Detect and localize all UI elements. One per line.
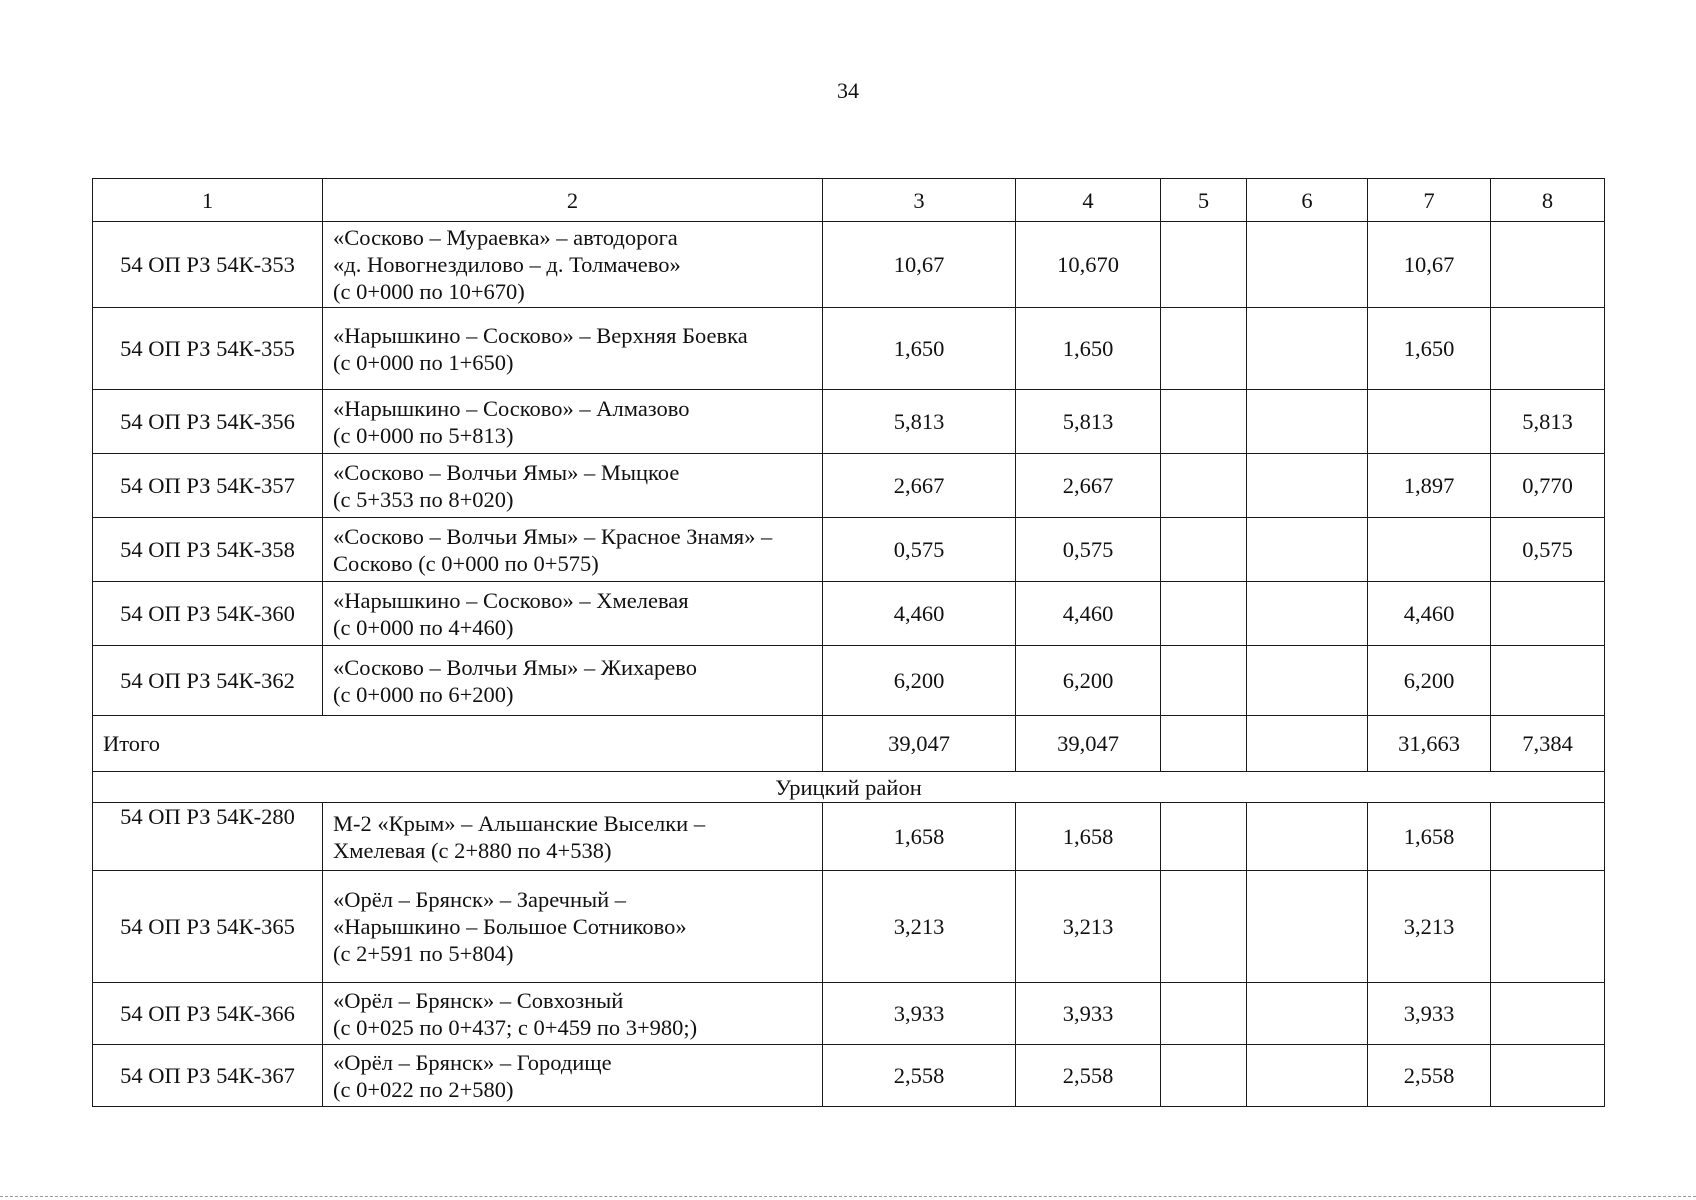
col5-cell xyxy=(1161,646,1247,716)
total-col3-cell: 39,047 xyxy=(823,716,1016,772)
column-header: 2 xyxy=(323,179,823,222)
col4-cell: 10,670 xyxy=(1016,222,1161,308)
col8-cell xyxy=(1491,983,1605,1045)
total-row xyxy=(93,716,1605,772)
road-name-cell: «Орёл – Брянск» – Совхозный (с 0+025 по 0+437; с 0+459 по 3+980;) xyxy=(323,983,823,1045)
col8-cell: 5,813 xyxy=(1491,390,1605,454)
column-header: 5 xyxy=(1161,179,1247,222)
col3-cell: 1,658 xyxy=(823,803,1016,871)
total-col8-cell: 7,384 xyxy=(1491,716,1605,772)
col3-cell: 3,933 xyxy=(823,983,1016,1045)
col4-cell: 2,558 xyxy=(1016,1045,1161,1107)
table-row xyxy=(93,454,1605,518)
road-name-cell: «Нарышкино – Сосково» – Хмелевая (с 0+000 по 4+460) xyxy=(323,582,823,646)
total-col7-cell: 31,663 xyxy=(1368,716,1491,772)
col3-cell: 2,667 xyxy=(823,454,1016,518)
road-name-cell: «Орёл – Брянск» – Заречный – «Нарышкино – Большое Сотниково» (с 2+591 по 5+804) xyxy=(323,871,823,983)
road-code-cell: 54 ОП РЗ 54К-365 xyxy=(93,871,323,983)
col3-cell: 2,558 xyxy=(823,1045,1016,1107)
col3-cell: 10,67 xyxy=(823,222,1016,308)
col8-cell xyxy=(1491,803,1605,871)
col7-cell: 3,933 xyxy=(1368,983,1491,1045)
table-row xyxy=(93,222,1605,308)
road-name-cell: «Орёл – Брянск» – Городище (с 0+022 по 2+580) xyxy=(323,1045,823,1107)
road-code-cell: 54 ОП РЗ 54К-280 xyxy=(93,803,323,871)
header-row xyxy=(93,179,1605,222)
col6-cell xyxy=(1247,222,1368,308)
col7-cell xyxy=(1368,390,1491,454)
col7-cell: 10,67 xyxy=(1368,222,1491,308)
col8-cell xyxy=(1491,871,1605,983)
road-code-cell: 54 ОП РЗ 54К-360 xyxy=(93,582,323,646)
col4-cell: 6,200 xyxy=(1016,646,1161,716)
col5-cell xyxy=(1161,518,1247,582)
col3-cell: 5,813 xyxy=(823,390,1016,454)
col6-cell xyxy=(1247,871,1368,983)
road-code-cell: 54 ОП РЗ 54К-362 xyxy=(93,646,323,716)
col3-cell: 4,460 xyxy=(823,582,1016,646)
col5-cell xyxy=(1161,582,1247,646)
col8-cell xyxy=(1491,308,1605,390)
roads-table xyxy=(92,178,1605,1107)
column-header: 4 xyxy=(1016,179,1161,222)
col8-cell xyxy=(1491,582,1605,646)
col4-cell: 0,575 xyxy=(1016,518,1161,582)
table-row xyxy=(93,1045,1605,1107)
section-title: Урицкий район xyxy=(93,772,1605,803)
col6-cell xyxy=(1247,518,1368,582)
col3-cell: 6,200 xyxy=(823,646,1016,716)
road-name-cell: «Сосково – Мураевка» – автодорога «д. Новогнездилово – д. Толмачево» (с 0+000 по 10+670) xyxy=(323,222,823,308)
col4-cell: 1,658 xyxy=(1016,803,1161,871)
table-row xyxy=(93,308,1605,390)
total-col4-cell: 39,047 xyxy=(1016,716,1161,772)
total-label: Итого xyxy=(93,716,823,772)
col6-cell xyxy=(1247,582,1368,646)
col7-cell: 6,200 xyxy=(1368,646,1491,716)
col5-cell xyxy=(1161,1045,1247,1107)
col6-cell xyxy=(1247,308,1368,390)
scan-footer-line xyxy=(0,1196,1696,1197)
col4-cell: 3,933 xyxy=(1016,983,1161,1045)
table-row xyxy=(93,582,1605,646)
column-header: 6 xyxy=(1247,179,1368,222)
table-row xyxy=(93,803,1605,871)
col4-cell: 1,650 xyxy=(1016,308,1161,390)
col5-cell xyxy=(1161,454,1247,518)
table-row xyxy=(93,871,1605,983)
column-header: 8 xyxy=(1491,179,1605,222)
col6-cell xyxy=(1247,1045,1368,1107)
table-row xyxy=(93,390,1605,454)
col7-cell: 4,460 xyxy=(1368,582,1491,646)
col6-cell xyxy=(1247,454,1368,518)
col7-cell: 2,558 xyxy=(1368,1045,1491,1107)
column-header: 3 xyxy=(823,179,1016,222)
col5-cell xyxy=(1161,390,1247,454)
column-header: 7 xyxy=(1368,179,1491,222)
col5-cell xyxy=(1161,983,1247,1045)
col4-cell: 2,667 xyxy=(1016,454,1161,518)
road-name-cell: «Нарышкино – Сосково» – Алмазово (с 0+000 по 5+813) xyxy=(323,390,823,454)
col8-cell: 0,575 xyxy=(1491,518,1605,582)
col3-cell: 3,213 xyxy=(823,871,1016,983)
col6-cell xyxy=(1247,646,1368,716)
col4-cell: 4,460 xyxy=(1016,582,1161,646)
col8-cell: 0,770 xyxy=(1491,454,1605,518)
total-col6-cell xyxy=(1247,716,1368,772)
road-code-cell: 54 ОП РЗ 54К-356 xyxy=(93,390,323,454)
col7-cell: 1,897 xyxy=(1368,454,1491,518)
col7-cell xyxy=(1368,518,1491,582)
col5-cell xyxy=(1161,803,1247,871)
col4-cell: 5,813 xyxy=(1016,390,1161,454)
col5-cell xyxy=(1161,222,1247,308)
col8-cell xyxy=(1491,1045,1605,1107)
table-row xyxy=(93,646,1605,716)
section-row xyxy=(93,772,1605,803)
col7-cell: 3,213 xyxy=(1368,871,1491,983)
col6-cell xyxy=(1247,803,1368,871)
road-name-cell: «Нарышкино – Сосково» – Верхняя Боевка (с 0+000 по 1+650) xyxy=(323,308,823,390)
road-code-cell: 54 ОП РЗ 54К-358 xyxy=(93,518,323,582)
col7-cell: 1,650 xyxy=(1368,308,1491,390)
col6-cell xyxy=(1247,390,1368,454)
road-name-cell: М-2 «Крым» – Альшанские Выселки – Хмелевая (с 2+880 по 4+538) xyxy=(323,803,823,871)
table-row xyxy=(93,983,1605,1045)
road-code-cell: 54 ОП РЗ 54К-353 xyxy=(93,222,323,308)
road-name-cell: «Сосково – Волчьи Ямы» – Жихарево (с 0+000 по 6+200) xyxy=(323,646,823,716)
col7-cell: 1,658 xyxy=(1368,803,1491,871)
page-number: 34 xyxy=(837,78,859,103)
col5-cell xyxy=(1161,308,1247,390)
road-name-cell: «Сосково – Волчьи Ямы» – Мыцкое (с 5+353 по 8+020) xyxy=(323,454,823,518)
col4-cell: 3,213 xyxy=(1016,871,1161,983)
table-row xyxy=(93,518,1605,582)
col3-cell: 0,575 xyxy=(823,518,1016,582)
col6-cell xyxy=(1247,983,1368,1045)
column-header: 1 xyxy=(93,179,323,222)
road-code-cell: 54 ОП РЗ 54К-357 xyxy=(93,454,323,518)
total-col5-cell xyxy=(1161,716,1247,772)
col8-cell xyxy=(1491,222,1605,308)
col8-cell xyxy=(1491,646,1605,716)
road-code-cell: 54 ОП РЗ 54К-367 xyxy=(93,1045,323,1107)
col3-cell: 1,650 xyxy=(823,308,1016,390)
col5-cell xyxy=(1161,871,1247,983)
road-code-cell: 54 ОП РЗ 54К-366 xyxy=(93,983,323,1045)
road-code-cell: 54 ОП РЗ 54К-355 xyxy=(93,308,323,390)
road-name-cell: «Сосково – Волчьи Ямы» – Красное Знамя» – Сосково (с 0+000 по 0+575) xyxy=(323,518,823,582)
